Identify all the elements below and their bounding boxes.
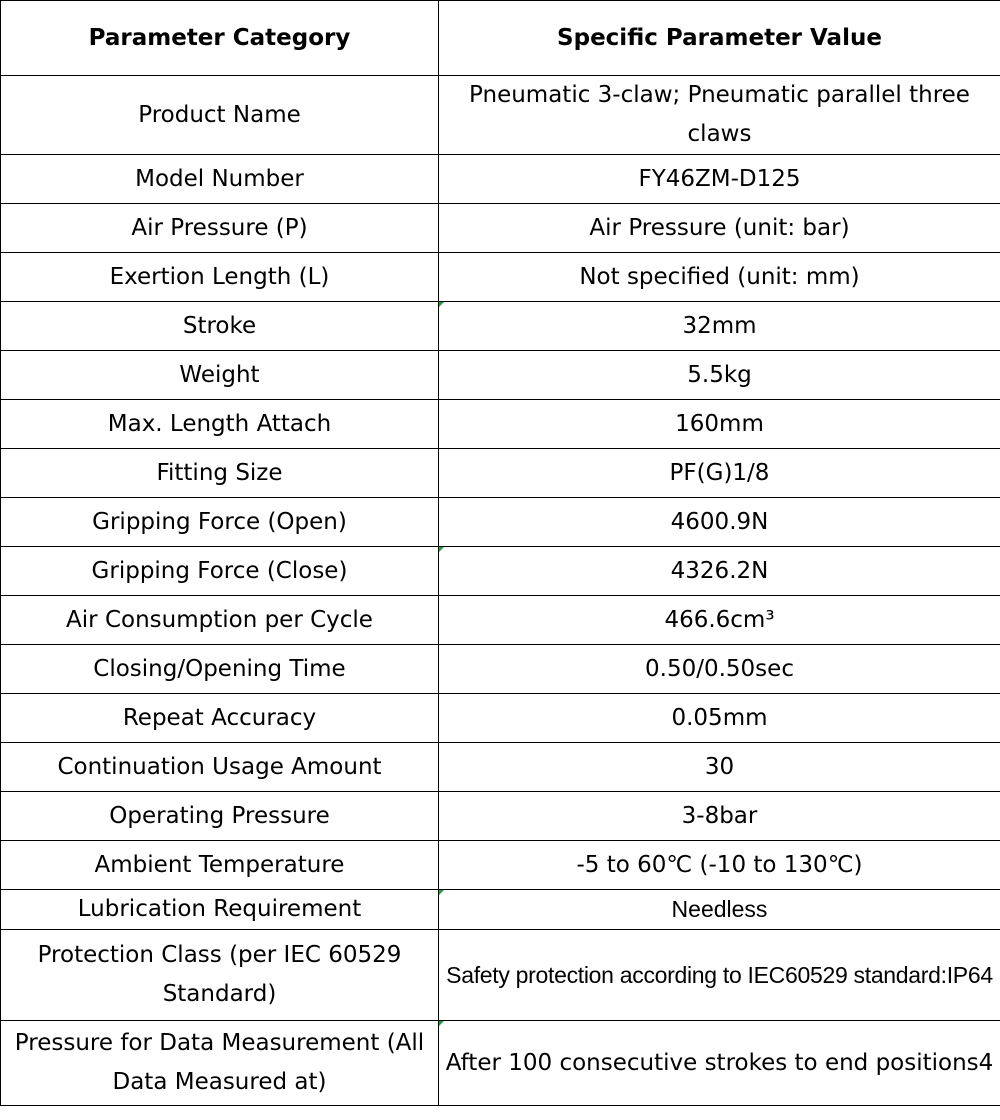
table-row — [1, 890, 1000, 930]
row-category: Pressure for Data Measurement (All Data Measured at) — [1, 1021, 439, 1106]
table-row — [1, 645, 1000, 694]
table-row — [1, 449, 1000, 498]
row-category: Weight — [1, 351, 439, 400]
row-value: Air Pressure (unit: bar) — [439, 204, 1000, 253]
row-value: Not specified (unit: mm) — [439, 253, 1000, 302]
row-value: 4600.9N — [439, 498, 1000, 547]
row-value: Pneumatic 3-claw; Pneumatic parallel three claws — [439, 76, 1000, 155]
table-row — [1, 547, 1000, 596]
table-row — [1, 351, 1000, 400]
row-category: Product Name — [1, 76, 439, 155]
row-category: Max. Length Attach — [1, 400, 439, 449]
table-header-row — [1, 1, 1000, 76]
row-value: FY46ZM-D125 — [439, 155, 1000, 204]
table-row — [1, 253, 1000, 302]
table-row — [1, 743, 1000, 792]
row-category: Fitting Size — [1, 449, 439, 498]
row-value: Needless — [439, 890, 1000, 930]
row-value: 30 — [439, 743, 1000, 792]
row-value: 0.05mm — [439, 694, 1000, 743]
row-category: Continuation Usage Amount — [1, 743, 439, 792]
table-row — [1, 204, 1000, 253]
row-category: Gripping Force (Close) — [1, 547, 439, 596]
row-category: Air Pressure (P) — [1, 204, 439, 253]
row-category: Closing/Opening Time — [1, 645, 439, 694]
table-row — [1, 596, 1000, 645]
row-value: After 100 consecutive strokes to end positions4 — [439, 1021, 1000, 1106]
table-row — [1, 302, 1000, 351]
row-category: Lubrication Requirement — [1, 890, 439, 930]
table-row — [1, 841, 1000, 890]
header-specific-parameter-value: Specific Parameter Value — [439, 1, 1000, 76]
row-value: 0.50/0.50sec — [439, 645, 1000, 694]
row-category: Exertion Length (L) — [1, 253, 439, 302]
row-category: Stroke — [1, 302, 439, 351]
table-row — [1, 694, 1000, 743]
table-row — [1, 930, 1000, 1021]
table-row — [1, 1021, 1000, 1106]
table-row — [1, 792, 1000, 841]
row-category: Operating Pressure — [1, 792, 439, 841]
row-value: -5 to 60℃ (-10 to 130℃) — [439, 841, 1000, 890]
row-category: Ambient Temperature — [1, 841, 439, 890]
table-row — [1, 155, 1000, 204]
header-parameter-category: Parameter Category — [1, 1, 439, 76]
row-value: 466.6cm³ — [439, 596, 1000, 645]
row-category: Model Number — [1, 155, 439, 204]
row-value: 160mm — [439, 400, 1000, 449]
row-value: 32mm — [439, 302, 1000, 351]
table-row — [1, 498, 1000, 547]
row-category: Repeat Accuracy — [1, 694, 439, 743]
row-category: Gripping Force (Open) — [1, 498, 439, 547]
row-value: PF(G)1/8 — [439, 449, 1000, 498]
row-value: Safety protection according to IEC60529 standard:IP64 — [439, 930, 1000, 1021]
row-value: 4326.2N — [439, 547, 1000, 596]
row-value: 5.5kg — [439, 351, 1000, 400]
table-row — [1, 76, 1000, 155]
row-category: Air Consumption per Cycle — [1, 596, 439, 645]
row-value: 3-8bar — [439, 792, 1000, 841]
row-category: Protection Class (per IEC 60529 Standard) — [1, 930, 439, 1021]
table-row — [1, 400, 1000, 449]
